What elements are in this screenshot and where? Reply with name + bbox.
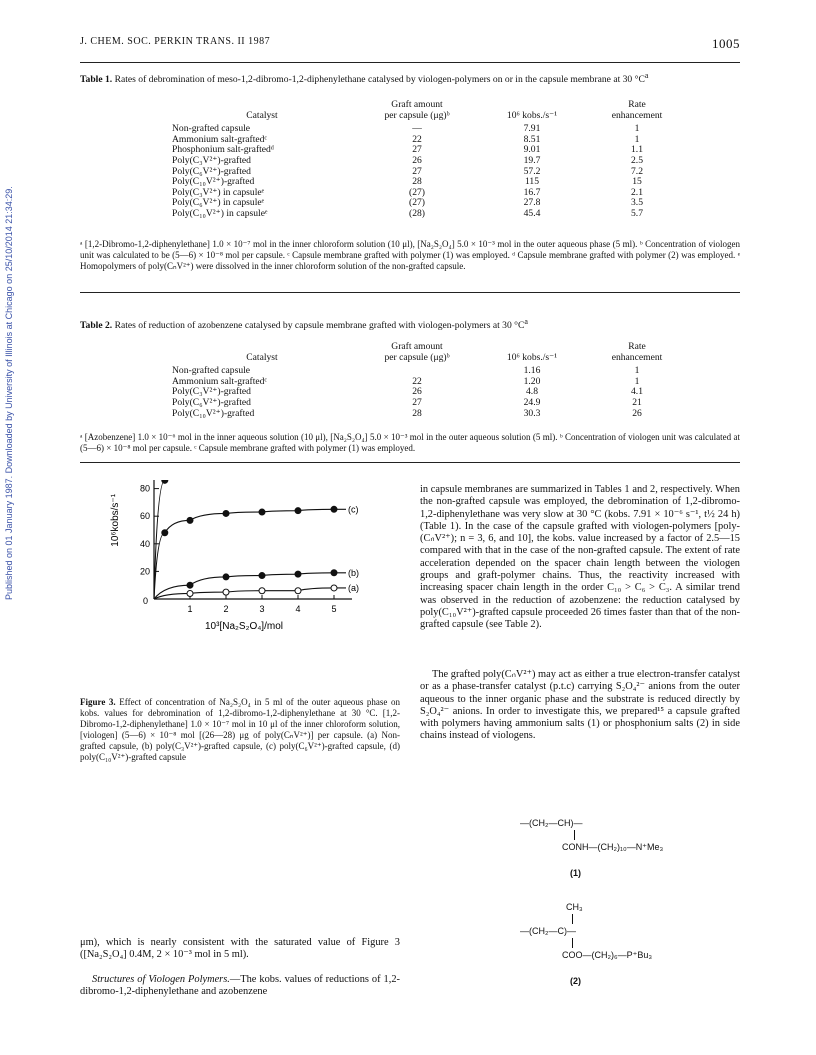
cell-kobs: 16.7 (523, 186, 541, 198)
y-tick-label: 60 (139, 511, 150, 522)
table-row (172, 409, 692, 420)
cell-catalyst: Poly(C₁₀V²⁺)-grafted (172, 176, 255, 188)
cell-kobs: 115 (524, 176, 540, 188)
cell-graft: 26 (412, 386, 422, 398)
cell-catalyst: Poly(C₃V²⁺)-grafted (172, 154, 251, 166)
cell-graft: 27 (412, 165, 422, 177)
cell-rate: 1 (634, 123, 640, 135)
cell-kobs: 7.91 (523, 123, 541, 135)
cell-catalyst: Non-grafted capsule (172, 365, 251, 377)
col-rate: Rate enhancement (611, 341, 663, 363)
y-tick-label: 80 (139, 483, 150, 494)
structure-1-backbone: —(CH₂—CH)— (520, 818, 583, 828)
cell-kobs: 9.01 (523, 144, 541, 156)
cell-graft: 22 (412, 133, 422, 145)
data-point (223, 589, 229, 595)
table2-footnote: ᵃ [Azobenzene] 1.0 × 10⁻⁶ mol in the inner aqueous solution (10 μl), [Na₂S₂O₄] 5.0 × 10⁻³ mol in the outer aqueous solution (5 ml). ᵇ Concentration of viologen unit was calculated at (5—6) × 10⁻⁸ mol per capsule. ᶜ Capsule membrane grafted with polymer (1) was employed. (80, 432, 740, 453)
origin-label: 0 (142, 596, 148, 606)
table1-bottom-rule (80, 292, 740, 293)
cell-catalyst: Ammonium salt-graftedᶜ (172, 133, 267, 145)
data-point (331, 585, 337, 591)
table2 (172, 342, 692, 419)
data-point (162, 530, 168, 536)
x-tick-label: 4 (295, 604, 301, 614)
col-catalyst: Catalyst (246, 351, 278, 363)
data-point (223, 574, 229, 580)
table-row (172, 156, 692, 167)
page-number: 1005 (712, 36, 740, 51)
series-line (154, 588, 346, 599)
cell-graft: 27 (412, 144, 422, 156)
cell-graft: 26 (412, 154, 422, 166)
y-tick-label: 20 (139, 566, 150, 577)
cell-catalyst: Poly(C₆V²⁺) in capsuleᵉ (172, 197, 265, 209)
cell-catalyst: Phosphonium salt-graftedᵈ (172, 144, 274, 156)
cell-kobs: 8.51 (523, 133, 541, 145)
series-label: (b) (348, 567, 359, 578)
col-graft: Graft amount per capsule (μg)ᵇ (384, 99, 450, 121)
data-point (187, 582, 193, 588)
cell-graft: (27) (409, 186, 425, 198)
cell-kobs: 30.3 (523, 407, 541, 419)
cell-catalyst: Poly(C₆V²⁺)-grafted (172, 396, 251, 408)
y-tick-label: 40 (139, 538, 150, 549)
cell-catalyst: Ammonium salt-graftedᶜ (172, 375, 267, 387)
table1-top-rule (80, 62, 740, 63)
series-line (154, 573, 346, 599)
cell-kobs: 45.4 (523, 207, 541, 219)
data-point (331, 506, 337, 512)
structure-2-methyl: CH₃ (566, 902, 583, 912)
table2-caption: Table 2. Rates of reduction of azobenzene catalysed by capsule membrane grafted with viologen-polymers at 30 $^\circ C^a$ (80, 317, 528, 332)
cell-graft: (27) (409, 197, 425, 209)
cell-catalyst: Non-grafted capsule (172, 123, 251, 135)
data-point (295, 588, 301, 594)
data-point (259, 509, 265, 515)
series-label: (c) (348, 504, 359, 515)
download-notice: Published on 01 January 1987. Downloaded by University of Illinois at Chicago on 25/10/2014 21:34:29. (4, 186, 14, 600)
structure-2-sidechain: COO—(CH₂)₆—P⁺Bu₃ (562, 950, 653, 960)
journal-header: J. CHEM. SOC. PERKIN TRANS. II 1987 (80, 36, 271, 47)
data-point (259, 588, 265, 594)
table1-footnote: ᵃ [1,2-Dibromo-1,2-diphenylethane] 1.0 × 10⁻⁷ mol in the inner chloroform solution (10 μl), [Na₂S₂O₄] 5.0 × 10⁻³ mol in the outer aqueous phase (5 ml). ᵇ Concentration of viologen unit was calculated to be (5—6) × 10⁻⁸ mol per capsule. ᶜ Capsule membrane grafted with polymer (1) was employed. ᵈ Capsule membrane grafted with polymer (2) was employed. ᵉ Homopolymers of poly(CₙV²⁺) were dissolved in the inner chloroform solution of the non-grafted capsule. (80, 239, 740, 271)
cell-graft: — (412, 123, 422, 135)
x-tick-label: 2 (223, 604, 229, 614)
cell-rate: 1.1 (631, 144, 643, 156)
data-point (295, 508, 301, 514)
x-tick-label: 5 (331, 604, 337, 614)
table2-bottom-rule (80, 462, 740, 463)
data-point (223, 510, 229, 516)
cell-catalyst: Poly(C₁₀V²⁺) in capsuleᵉ (172, 207, 268, 219)
cell-rate: 26 (632, 407, 642, 419)
data-point (162, 480, 168, 483)
cell-graft: 28 (412, 407, 422, 419)
cell-kobs: 57.2 (523, 165, 541, 177)
cell-kobs: 1.20 (523, 375, 541, 387)
x-axis-label: 10³[Na₂S₂O₄]/mol (205, 621, 283, 632)
col-kobs: 10⁶ kobs./s⁻¹ (506, 351, 558, 363)
table1-caption: Table 1. Rates of debromination of meso-1,2-dibromo-1,2-diphenylethane catalysed by viologen-polymers on or in the capsule membrane at 30 $^\circ C^a$ (80, 71, 649, 86)
cell-graft: 28 (412, 176, 422, 188)
cell-kobs: 4.8 (526, 386, 538, 398)
left-paragraph-2: Structures of Viologen Polymers.—The kobs. values of reductions of 1,2-dibromo-1,2-diphenylethane and azobenzene (80, 974, 400, 998)
cell-rate: 7.2 (631, 165, 643, 177)
cell-rate: 21 (632, 396, 642, 408)
col-rate: Rate enhancement (611, 99, 663, 121)
structure-1-bond (574, 830, 575, 840)
cell-rate: 1 (634, 375, 640, 387)
cell-kobs: 24.9 (523, 396, 541, 408)
structure-1-sidechain: CONH—(CH₂)₁₀—N⁺Me₃ (562, 842, 664, 852)
cell-rate: 1 (634, 133, 640, 145)
x-tick-label: 1 (187, 604, 193, 614)
structure-2-backbone: —(CH₂—C)— (520, 926, 576, 936)
cell-graft: 27 (412, 396, 422, 408)
col-catalyst: Catalyst (246, 109, 278, 121)
table-row (172, 398, 692, 409)
cell-graft: 22 (412, 375, 422, 387)
structure-2-bond-bottom (572, 938, 573, 948)
cell-rate: 1 (634, 365, 640, 377)
col-graft: Graft amount per capsule (μg)ᵇ (384, 341, 450, 363)
col-kobs: 10⁶ kobs./s⁻¹ (506, 109, 558, 121)
structure-1-label: (1) (570, 868, 581, 878)
structure-2-bond-top (572, 914, 573, 924)
cell-catalyst: Poly(C₃V²⁺) in capsuleᵉ (172, 186, 265, 198)
right-paragraph-1: in capsule membranes are summarized in Tables 1 and 2, respectively. When the non-grafted capsule was employed, the debromination of 1,2-dibromo-1,2-diphenylethane was very slow at 30 °C (kobs. 7.91 × 10⁻⁶ s⁻¹, t½ 24 h) (Table 1). In the case of the capsule grafted with viologen-polymers [poly-(CₙV²⁺); n = 3, 6, and 10], the kobs. value increased by a factor of 2.5—15 compared with that in the case of the non-grafted capsule. The extent of rate acceleration depended on the spacer chain length between the viologen groups and graft-polymer chains. Thus, the reactivity increased with increasing spacer chain length in the order C₁₀ > C₆ > C₃. A similar trend was observed in the reduction of azobenzene: the reduction catalysed by poly(C₁₀V²⁺)-grafted capsule proceeded 26 times faster than that of the non-grafted capsule (see Table 2). (420, 484, 740, 631)
cell-rate: 5.7 (631, 207, 643, 219)
right-paragraph-2: The grafted poly(CₙV²⁺) may act as either a true electron-transfer catalyst or as a phase-transfer catalyst (p.t.c) carrying S₂O₄²⁻ anions from the outer aqueous to the inner organic phase and the substrate is reduced directly by S₂O₄²⁻ anions. In order to investigate this, we prepared¹⁵ a capsule grafted with polymers having ammonium salts (1) or phosphonium salts (2) in side chains instead of viologens. (420, 669, 740, 742)
series-label: (a) (348, 582, 359, 593)
figure3-chart (90, 480, 390, 675)
data-point (259, 573, 265, 579)
cell-rate: 2.5 (631, 154, 643, 166)
x-tick-label: 3 (259, 604, 265, 614)
table1 (172, 100, 692, 220)
series-line (154, 480, 346, 599)
data-point (331, 570, 337, 576)
table-row (172, 209, 692, 220)
data-point (295, 571, 301, 577)
left-paragraph-1: μm), which is nearly consistent with the saturated value of Figure 3 ([Na₂S₂O₄] 0.4M, 2 × 10⁻³ mol in 5 ml). (80, 937, 400, 961)
cell-catalyst: Poly(C₆V²⁺)-grafted (172, 165, 251, 177)
data-point (187, 590, 193, 596)
structure-2-label: (2) (570, 976, 581, 986)
y-axis-label: 10⁶kobs/s⁻¹ (110, 493, 121, 547)
figure3-caption: Figure 3. Effect of concentration of Na₂S₂O₄ in 5 ml of the outer aqueous phase on kobs. values for debromination of 1,2-dibromo-1,2-diphenylethane at 30 °C. [1,2-Dibromo-1,2-diphenylethane] 1.0 × 10⁻⁷ mol in 10 μl of the inner chloroform solution, [viologen] (5—6) × 10⁻⁸ mol [(26—28) μg of poly(CₙV²⁺)] per capsule. (a) Non-grafted capsule, (b) poly(C₃V²⁺)-grafted capsule, (c) poly(C₆V²⁺)-grafted capsule, (d) poly(C₁₀V²⁺)-grafted capsule (80, 697, 401, 762)
cell-graft: (28) (409, 207, 425, 219)
cell-rate: 4.1 (631, 386, 643, 398)
cell-catalyst: Poly(C₃V²⁺)-grafted (172, 386, 251, 398)
cell-rate: 3.5 (631, 197, 643, 209)
cell-kobs: 27.8 (523, 197, 541, 209)
cell-kobs: 19.7 (523, 154, 541, 166)
cell-kobs: 1.16 (523, 365, 541, 377)
cell-rate: 2.1 (631, 186, 643, 198)
cell-catalyst: Poly(C₁₀V²⁺)-grafted (172, 407, 255, 419)
data-point (187, 517, 193, 523)
cell-rate: 15 (632, 176, 642, 188)
